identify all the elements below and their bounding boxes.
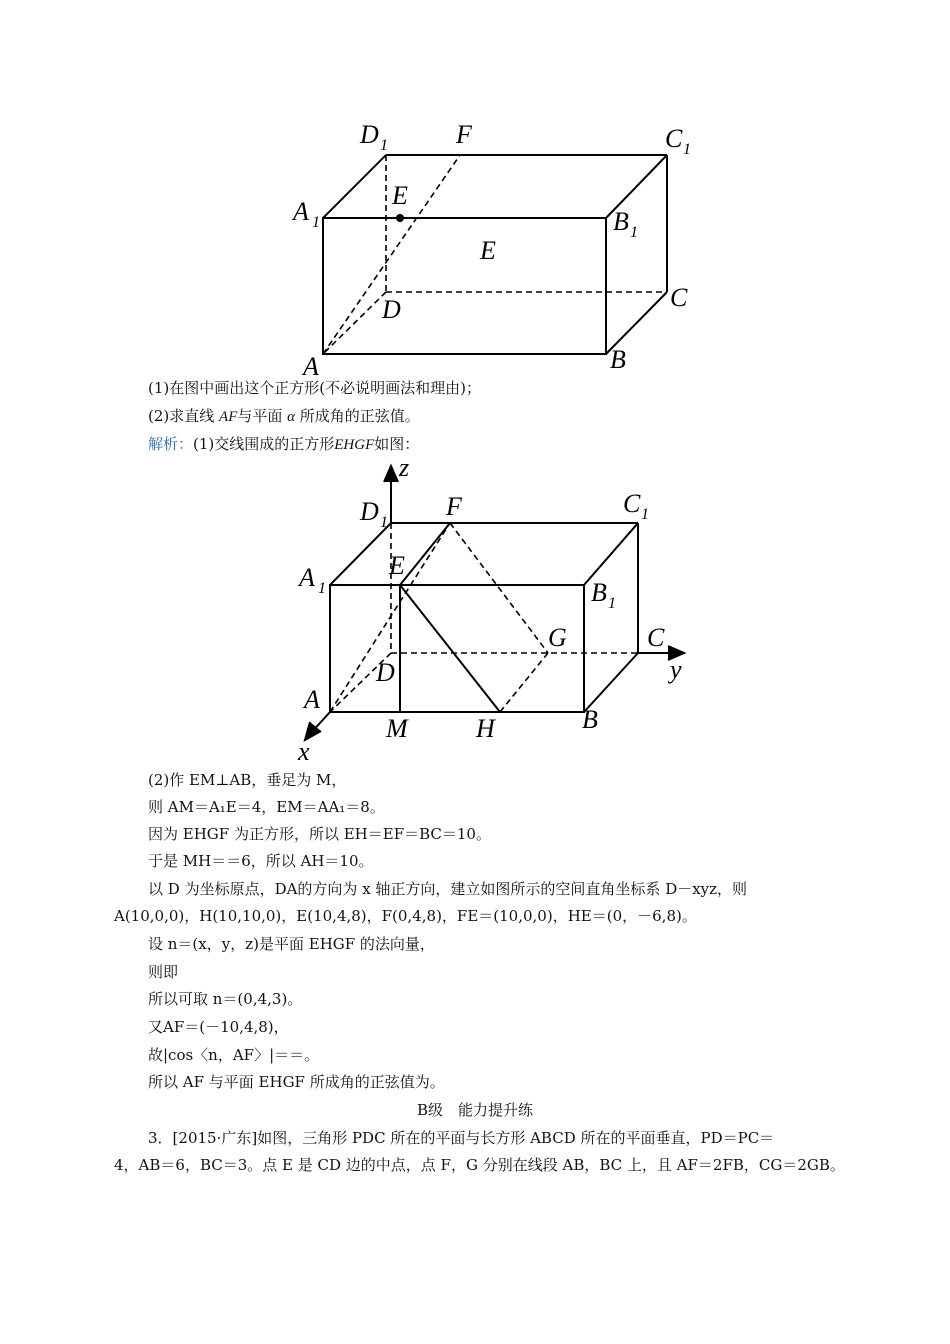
- section-heading: B级 能力提升练: [416, 1101, 534, 1119]
- label-c: C: [670, 283, 688, 312]
- label-c-2: C: [647, 623, 665, 652]
- point-e: [396, 214, 404, 222]
- solution-line-6: A(10,0,0)，H(10,10,0)，E(10,4,8)，F(0,4,8)，FE＝(10,0,0)，HE＝(0，－6,8)。: [114, 907, 697, 925]
- solution-line-1: (2)作 EM⊥AB，垂足为 M，: [148, 771, 347, 789]
- solution-line-2: 则 AM＝A₁E＝4，EM＝AA₁＝8。: [148, 798, 385, 816]
- label-c1: C: [665, 124, 683, 153]
- solution-line-12: 所以 AF 与平面 EHGF 所成角的正弦值为。: [148, 1073, 445, 1091]
- problem-3-line-2: 4，AB＝6，BC＝3。点 E 是 CD 边的中点，点 F，G 分别在线段 AB，BC 上，且 AF＝2FB，CG＝2GB。: [114, 1156, 845, 1174]
- figure-1-cuboid: [0, 110, 950, 500]
- label-c1-sub-2: 1: [641, 506, 649, 523]
- label-e-face: E: [480, 236, 496, 265]
- solution-line-11: 故|cos〈n，AF〉|＝＝。: [148, 1046, 320, 1064]
- question-1: (1)在图中画出这个正方形(不必说明画法和理由)；: [148, 379, 481, 397]
- solution-line-4: 于是 MH＝＝6，所以 AH＝10。: [148, 852, 374, 870]
- analysis-intro: 解析：(1)交线围成的正方形EHGF如图：: [148, 435, 420, 453]
- label-d1-sub-2: 1: [380, 514, 388, 531]
- label-b1-sub-2: 1: [608, 595, 616, 612]
- label-e-point: E: [392, 181, 408, 210]
- label-g: G: [548, 623, 567, 652]
- label-a1-sub: 1: [312, 214, 320, 231]
- label-x: x: [298, 737, 310, 765]
- solution-line-7: 设 n＝(x，y，z)是平面 EHGF 的法向量，: [148, 935, 435, 953]
- solution-line-5: 以 D 为坐标原点，DA的方向为 x 轴正方向，建立如图所示的空间直角坐标系 D－xyz，则: [148, 880, 748, 898]
- label-d-2: D: [376, 658, 395, 687]
- label-a1: A: [293, 197, 309, 226]
- label-a1-2: A: [299, 563, 315, 592]
- label-a: A: [303, 352, 319, 381]
- label-c1-2: C: [623, 489, 641, 518]
- label-a1-sub-2: 1: [318, 580, 326, 597]
- problem-3-line-1: 3．[2015·广东]如图，三角形 PDC 所在的平面与长方形 ABCD 所在的平面垂直，PD＝PC＝: [148, 1129, 775, 1147]
- solution-line-8: 则即: [148, 963, 179, 981]
- label-a-2: A: [304, 685, 320, 714]
- label-b-2: B: [582, 705, 598, 734]
- label-b: B: [610, 345, 626, 374]
- question-2: (2)求直线 AF与平面 α 所成角的正弦值。: [148, 407, 420, 425]
- solution-line-10: 又AF＝(－10,4,8)，: [148, 1018, 289, 1036]
- label-d1-2: D: [360, 497, 379, 526]
- label-f-2: F: [446, 492, 462, 521]
- label-c1-sub: 1: [683, 141, 691, 158]
- label-b1-2: B: [591, 578, 607, 607]
- label-d: D: [382, 295, 401, 324]
- label-z: z: [399, 455, 410, 482]
- label-f: F: [456, 120, 472, 149]
- label-h: H: [476, 714, 495, 743]
- solution-line-3: 因为 EHGF 为正方形，所以 EH＝EF＝BC＝10。: [148, 825, 491, 843]
- label-b1-sub: 1: [630, 224, 638, 241]
- label-m: M: [386, 714, 408, 743]
- label-d1: D: [360, 120, 379, 149]
- label-d1-sub: 1: [380, 137, 388, 154]
- solution-line-9: 所以可取 n＝(0,4,3)。: [148, 990, 303, 1008]
- label-y: y: [670, 655, 682, 684]
- figure-2-coordinate-cuboid: [0, 455, 950, 765]
- label-b1: B: [613, 207, 629, 236]
- label-e-2: E: [389, 551, 405, 580]
- analysis-label: 解析：: [148, 435, 194, 453]
